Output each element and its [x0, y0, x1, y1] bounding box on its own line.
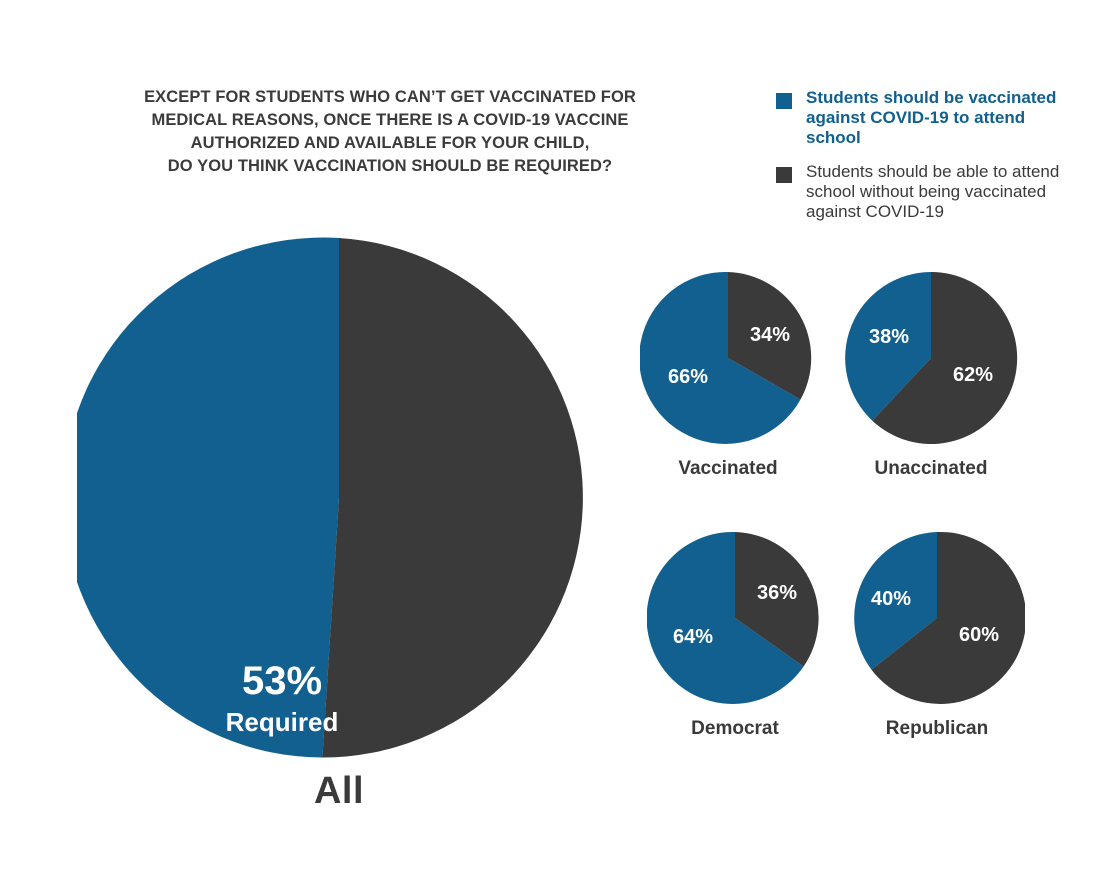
question-line-2: MEDICAL REASONS, ONCE THERE IS A COVID-19 VACCINE	[151, 111, 629, 129]
pie-republican-pct-required: 40%	[870, 588, 912, 610]
pie-vaccinated-caption: Vaccinated	[678, 458, 778, 479]
question-line-3: AUTHORIZED AND AVAILABLE FOR YOUR CHILD,	[190, 134, 590, 152]
pie-unvaccinated-caption: Unaccinated	[874, 458, 988, 479]
pie-democrat-pct-required: 64%	[672, 626, 714, 648]
pie-chart-vaccinated	[640, 270, 816, 479]
pie-unvaccinated-pct-required: 38%	[868, 326, 910, 348]
pie-chart-democrat	[647, 530, 823, 739]
pie-democrat-caption: Democrat	[691, 718, 779, 739]
pie-all-sub-not-1: Not	[510, 761, 554, 792]
pie-svg-unvaccinated	[843, 270, 1019, 446]
pie-graphic-democrat	[647, 530, 823, 706]
pie-svg-vaccinated	[640, 270, 816, 446]
pie-chart-republican	[849, 530, 1025, 739]
pie-graphic-republican	[849, 530, 1025, 706]
pie-all-pct-not-required: 47%	[495, 714, 569, 755]
legend-swatch-blue	[776, 93, 792, 109]
pie-all-sub-not-2: Required	[475, 798, 589, 829]
legend-item-required	[776, 88, 1076, 148]
chart-legend	[776, 88, 1076, 236]
pie-vaccinated-pct-not-required: 34%	[749, 324, 791, 346]
pie-republican-pct-not-required: 60%	[958, 624, 1000, 646]
legend-label-required: Students should be vaccinated against COVID-19 to attend school	[806, 88, 1057, 147]
pie-unvaccinated-pct-not-required: 62%	[952, 364, 994, 386]
pie-republican-caption: Republican	[885, 718, 989, 739]
pie-svg-republican	[849, 530, 1025, 706]
pie-vaccinated-pct-required: 66%	[667, 366, 709, 388]
pie-all-pct-required: 53%	[241, 659, 323, 703]
legend-swatch-dark	[776, 167, 792, 183]
question-line-4: DO YOU THINK VACCINATION SHOULD BE REQUIRED?	[167, 157, 613, 175]
pie-chart-all	[77, 236, 601, 829]
question-line-1: EXCEPT FOR STUDENTS WHO CAN’T GET VACCINATED FOR	[144, 88, 636, 106]
pie-graphic-unvaccinated	[843, 270, 1019, 446]
pie-all-caption: All	[313, 770, 365, 812]
pie-svg-democrat	[647, 530, 823, 706]
pie-chart-unvaccinated	[843, 270, 1019, 479]
pie-all-label-required	[197, 658, 367, 738]
pie-graphic-vaccinated	[640, 270, 816, 446]
pie-democrat-pct-not-required: 36%	[756, 582, 798, 604]
pie-all-sub-required: Required	[225, 707, 339, 737]
chart-question-title	[60, 86, 720, 178]
legend-item-not-required	[776, 162, 1076, 222]
legend-label-not-required: Students should be able to attend school without being vaccinated against COVID-19	[806, 162, 1060, 221]
